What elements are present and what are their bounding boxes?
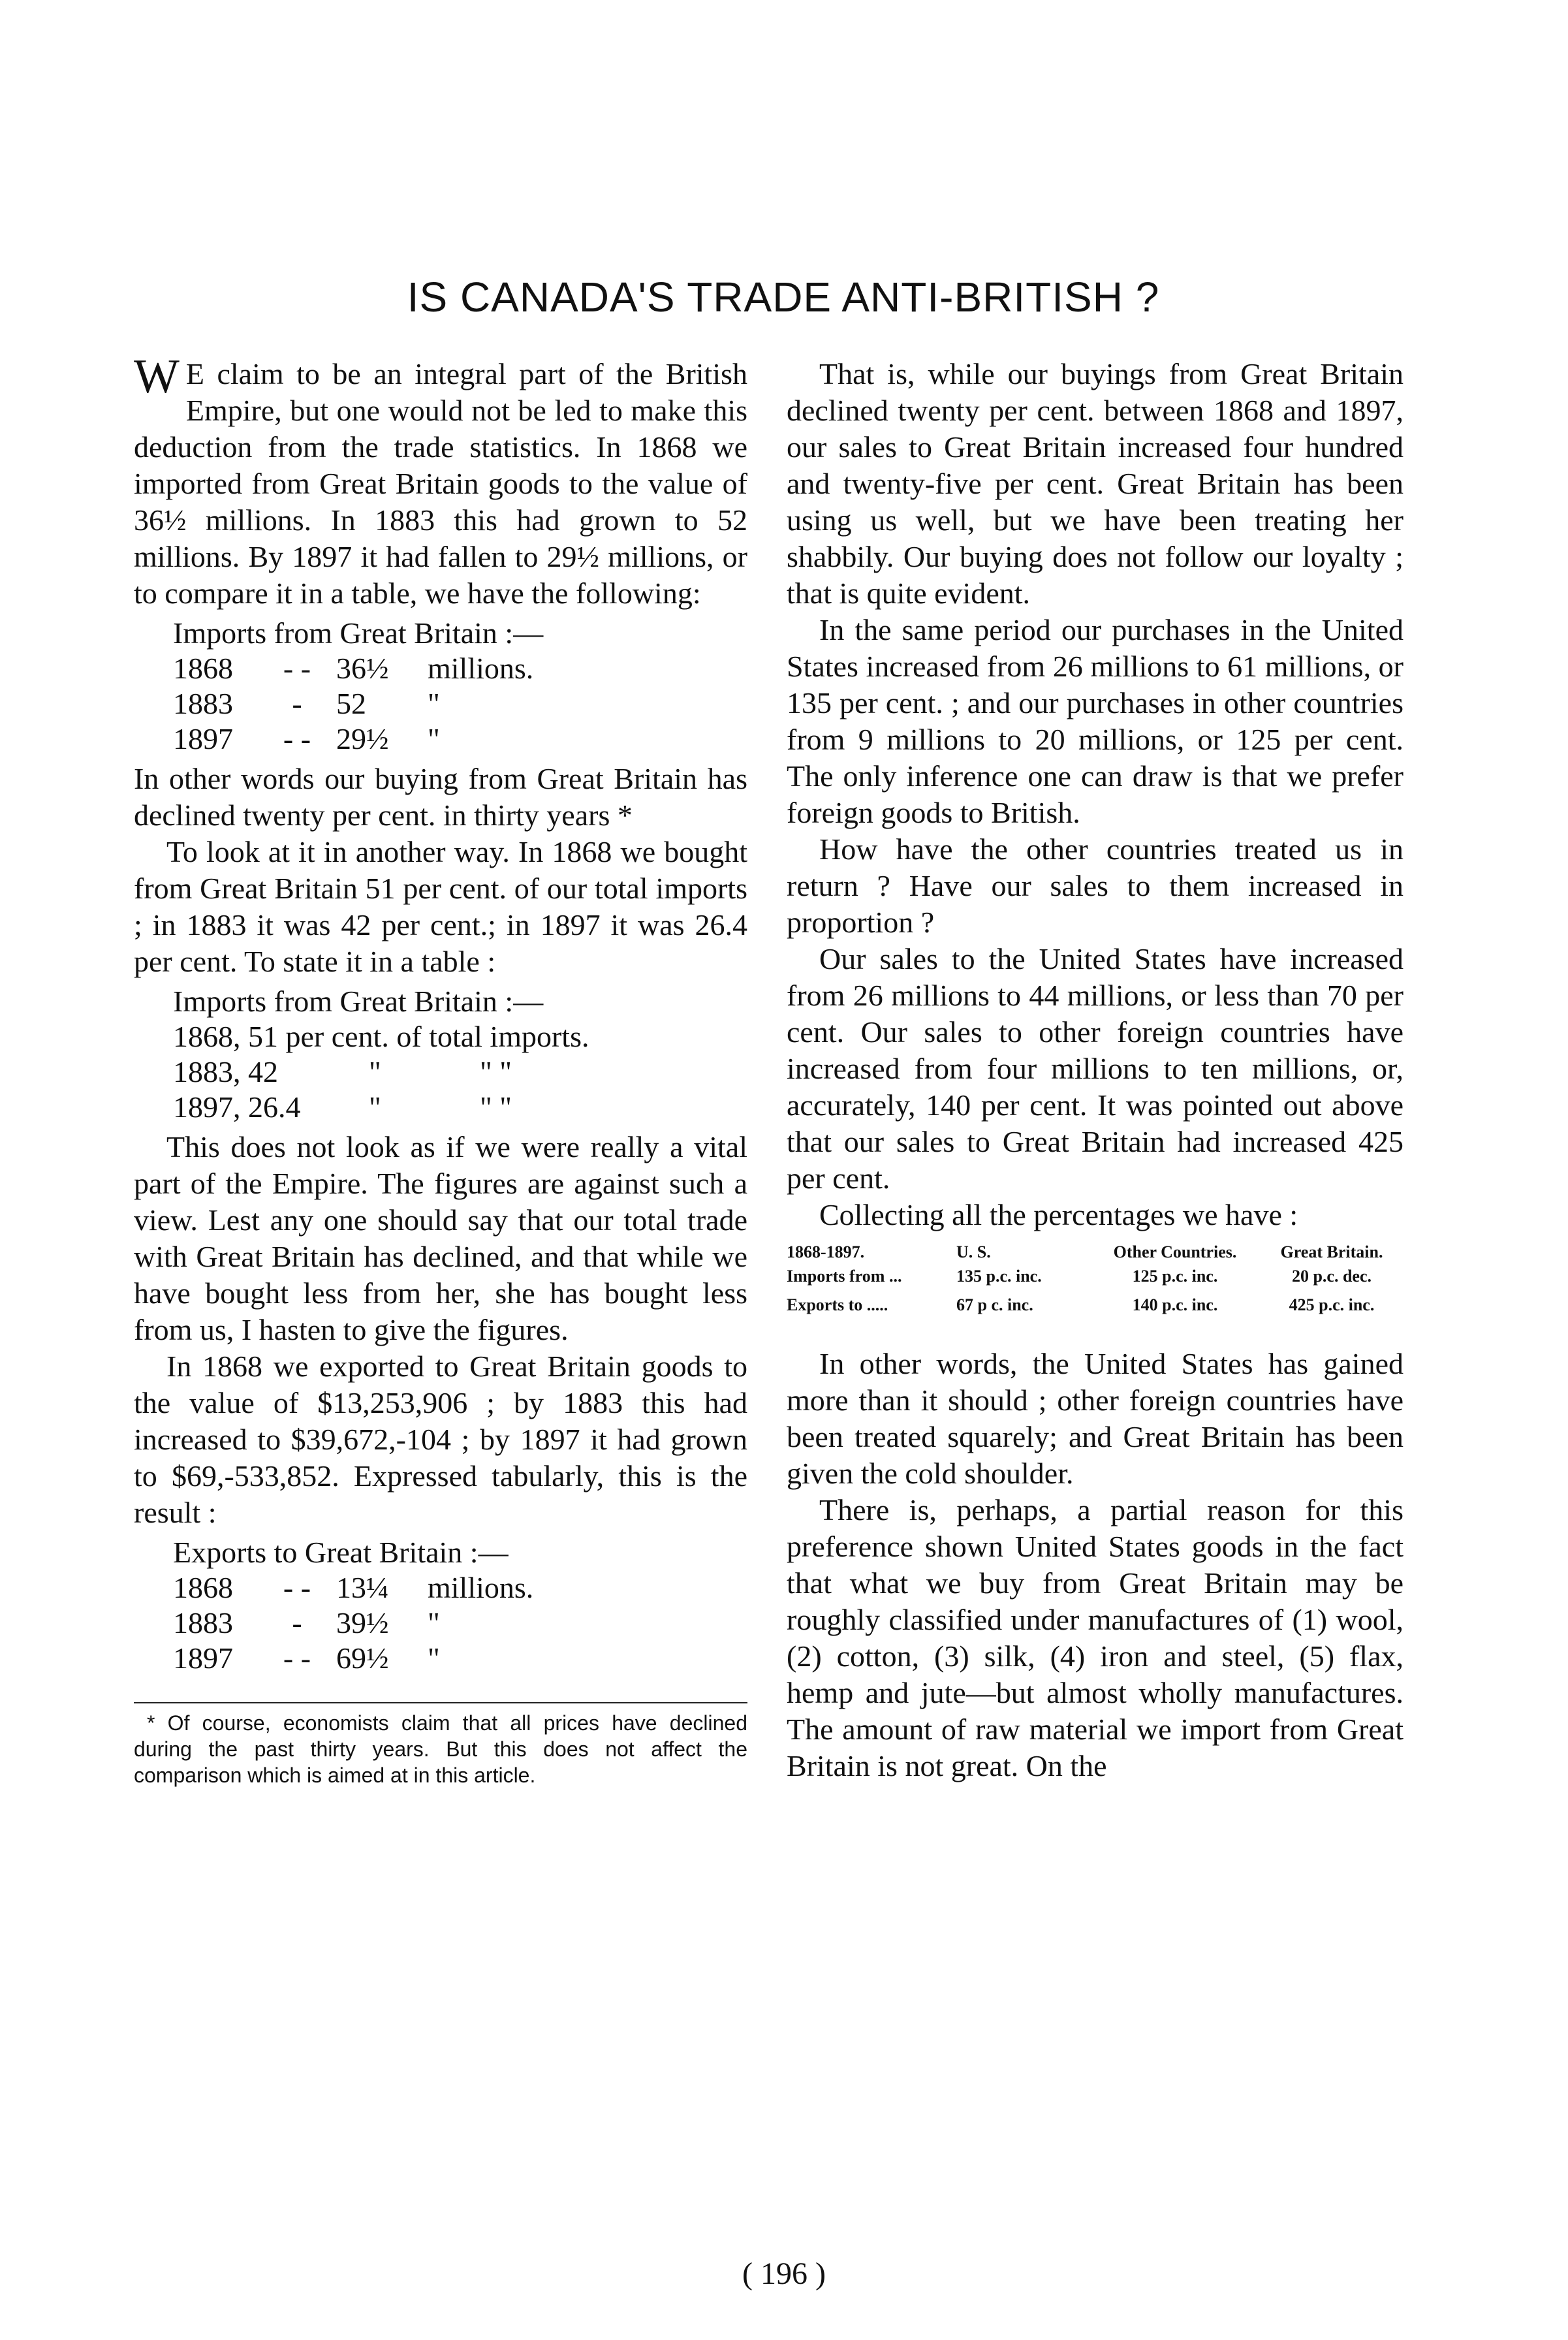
table-row: 1883, 42 " " " — [173, 1055, 512, 1088]
table-row: 1868, 51 per cent. of total imports. — [173, 1020, 589, 1053]
page-number: ( 196 ) — [742, 2256, 826, 2291]
table-row: 1883 - 52 " — [173, 687, 440, 720]
paragraph: There is, perhaps, a partial reason for this preference shown United States goods in the fact that what we buy from Great Britain may be roughly classified under manufactures of (1) wool, (2) cotton, (3) silk, (4) iron and steel, (5) flax, hemp and jute—but almost wholly manufactures. The amount of raw material we import from Great Britain is not great. On the — [787, 1493, 1403, 1782]
table-row: Exports to ..... 67 p c. inc. 140 p.c. inc. 425 p.c. inc. — [787, 1295, 1375, 1314]
table-row: 1883 - 39½ " — [173, 1606, 440, 1639]
paragraph: This does not look as if we were really a vital part of the Empire. The figures are against such a view. Lest any one should say that our total trade with Great Britain has declined, and that while we have bought less from her, she has bought less from us, I hasten to give the figures. — [134, 1130, 747, 1346]
imports-percent-caption: Imports from Great Britain :— — [173, 985, 544, 1018]
paragraph-intro — [134, 350, 747, 612]
footnote: * Of course, economists claim that all prices have declined during the past thirty years. But this does not affect the comparison which is aimed at in this article. — [134, 1711, 747, 1787]
paragraph: To look at it in another way. In 1868 we bought from Great Britain 51 per cent. of our total imports ; in 1883 it was 42 per cent.; in 1897 it was 26.4 per cent. To state it in a table : — [134, 835, 747, 978]
table-row: Imports from ... 135 p.c. inc. 125 p.c. inc. 20 p.c. dec. — [787, 1267, 1372, 1286]
table-row: 1897 - - 69½ " — [173, 1641, 440, 1675]
imports-table-caption: Imports from Great Britain :— — [173, 616, 544, 650]
table-row: 1868 - - 36½ millions. — [173, 652, 534, 685]
exports-table — [173, 1535, 747, 1676]
paragraph: How have the other countries treated us in return ? Have our sales to them increased in proportion ? — [787, 832, 1403, 939]
paragraph: Collecting all the percentages we have : — [819, 1198, 1298, 1231]
footnote-divider — [134, 1702, 747, 1703]
drop-cap: W — [134, 350, 180, 403]
table-header: 1868-1897. U. S. Other Countries. Great Britain. — [787, 1242, 1383, 1261]
percentages-table — [787, 1242, 1403, 1320]
right-column — [787, 356, 1403, 1784]
table-row: 1897 - - 29½ " — [173, 722, 440, 755]
paragraph: In other words our buying from Great Britain has declined twenty per cent. in thirty years * — [134, 762, 747, 832]
left-column — [134, 350, 747, 1788]
imports-percent-table — [173, 984, 747, 1125]
paragraph: In the same period our purchases in the United States increased from 26 millions to 61 millions, or 135 per cent. ; and our purchases in other countries from 9 millions to 20 millions, or 125 per cent. The only inference one can draw is that we prefer foreign goods to British. — [787, 613, 1403, 829]
article-title: IS CANADA'S TRADE ANTI-BRITISH ? — [407, 274, 1160, 321]
imports-table — [173, 616, 747, 757]
table-row: 1897, 26.4 " " " — [173, 1090, 512, 1124]
table-row: 1868 - - 13¼ millions. — [173, 1571, 534, 1604]
paragraph: Our sales to the United States have increased from 26 millions to 44 millions, or less than 70 per cent. Our sales to other foreign countries have increased from four millions to ten millions, or, accurately, 140 per cent. It was pointed out above that our sales to Great Britain had increased 425 per cent. — [787, 942, 1403, 1195]
paragraph: In other words, the United States has gained more than it should ; other foreign countries have been treated squarely; and Great Britain has been given the cold shoulder. — [787, 1347, 1403, 1490]
paragraph: That is, while our buyings from Great Britain declined twenty per cent. between 1868 and 1897, our sales to Great Britain increased four hundred and twenty-five per cent. Great Britain has been using us well, but we have been treating her shabbily. Our buying does not follow our loyalty ; that is quite evident. — [787, 357, 1403, 610]
exports-table-caption: Exports to Great Britain :— — [173, 1536, 509, 1569]
paragraph-intro-text: E claim to be an integral part of the British Empire, but one would not be led to make this deduction from the trade statistics. In 1868 we imported from Great Britain goods to the value of 36½ millions. In 1883 this had grown to 52 millions. By 1897 it had fallen to 29½ millions, or to compare it in a table, we have the following: — [134, 357, 747, 610]
paragraph: In 1868 we exported to Great Britain goods to the value of $13,253,906 ; by 1883 this had increased to $39,672,-104 ; by 1897 it had grown to $69,-533,852. Expressed tabularly, this is the result : — [134, 1350, 747, 1529]
